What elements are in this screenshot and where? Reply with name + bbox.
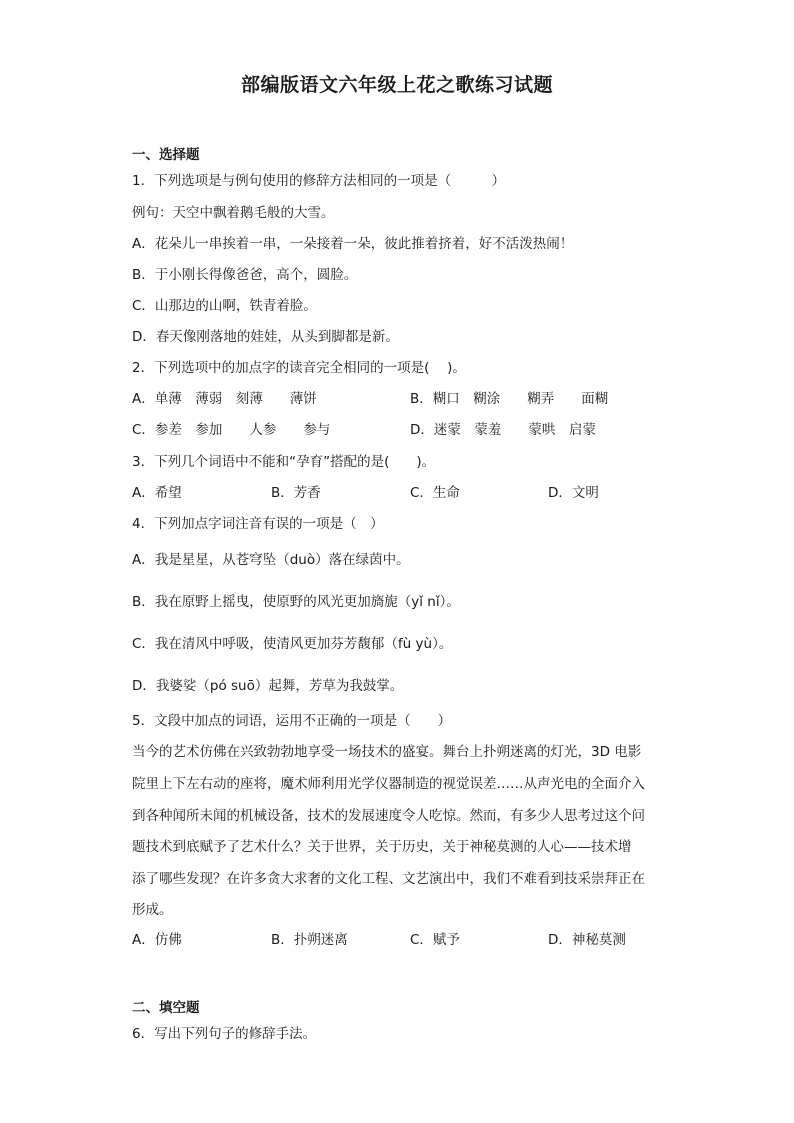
question-5-passage-line: 当今的艺术仿佛在兴致勃勃地享受一场技术的盛宴。舞台上扑朔迷离的灯光，3D 电影 <box>132 744 642 760</box>
question-2-option-a: A．单薄 薄弱 刻薄 薄饼 <box>132 391 317 407</box>
question-5-option-a: A．仿佛 <box>132 932 182 948</box>
question-1-option-c: C．山那边的山啊，铁青着脸。 <box>132 298 317 314</box>
section-heading-choice: 一、选择题 <box>132 147 200 163</box>
question-1-example: 例句：天空中飘着鹅毛般的大雪。 <box>132 205 335 221</box>
page-title: 部编版语文六年级上花之歌练习试题 <box>240 74 553 96</box>
question-5-stem: 5．文段中加点的词语，运用不正确的一项是（ ） <box>132 713 452 729</box>
question-1-option-b: B．于小刚长得像爸爸，高个，圆脸。 <box>132 267 358 283</box>
question-2-option-c: C．参差 参加 人参 参与 <box>132 422 331 438</box>
question-1-option-a: A．花朵儿一串挨着一串，一朵接着一朵，彼此推着挤着，好不活泼热闹！ <box>132 236 574 252</box>
question-5-passage-line: 院里上下左右动的座将，魔术师利用光学仪器制造的视觉误差……从声光电的全面介入 <box>132 776 645 792</box>
question-5-passage-line: 形成。 <box>132 902 173 918</box>
question-4-option-d: D．我婆娑（pó suō）起舞，芳草为我鼓掌。 <box>132 678 404 694</box>
question-4-option-b: B．我在原野上摇曳，使原野的风光更加旖旎（yǐ nǐ）。 <box>132 594 460 610</box>
question-3-option-b: B．芳香 <box>271 485 321 501</box>
question-5-option-b: B．扑朔迷离 <box>271 932 348 948</box>
question-5-passage-line: 添了哪些发现？在许多贪大求奢的文化工程、文艺演出中，我们不难看到技采崇拜正在 <box>132 871 645 887</box>
question-3-option-d: D．文明 <box>548 485 599 501</box>
question-5-option-d: D．神秘莫测 <box>548 932 626 948</box>
question-6-stem: 6．写出下列句子的修辞手法。 <box>132 1026 317 1042</box>
question-4-option-c: C．我在清风中呼吸，使清风更加芬芳馥郁（fù yù）。 <box>132 636 453 652</box>
question-4-option-a: A．我是星星，从苍穹坠（duò）落在绿茵中。 <box>132 552 410 568</box>
question-5-passage-line: 到各种闻所未闻的机械设备，技术的发展速度令人吃惊。然而，有多少人思考过这个问 <box>132 808 645 824</box>
section-heading-fill: 二、填空题 <box>132 1000 200 1016</box>
question-3-option-a: A．希望 <box>132 485 182 501</box>
question-1-option-d: D．春天像刚落地的娃娃，从头到脚都是新。 <box>132 329 399 345</box>
question-4-stem: 4．下列加点字词注音有误的一项是（ ） <box>132 516 384 532</box>
question-1-stem: 1．下列选项是与例句使用的修辞方法相同的一项是（ ） <box>132 173 506 189</box>
question-2-stem: 2．下列选项中的加点字的读音完全相同的一项是( )。 <box>132 360 466 376</box>
question-2-option-d: D．迷蒙 蒙羞 蒙哄 启蒙 <box>410 422 596 438</box>
question-2-option-b: B．糊口 糊涂 糊弄 面糊 <box>410 391 609 407</box>
question-5-option-c: C．赋予 <box>410 932 460 948</box>
question-3-option-c: C．生命 <box>410 485 460 501</box>
question-5-passage-line: 题技术到底赋予了艺术什么？关于世界，关于历史，关于神秘莫测的人心——技术增 <box>132 839 632 855</box>
question-3-stem: 3．下列几个词语中不能和“孕育”搭配的是( )。 <box>132 454 436 470</box>
